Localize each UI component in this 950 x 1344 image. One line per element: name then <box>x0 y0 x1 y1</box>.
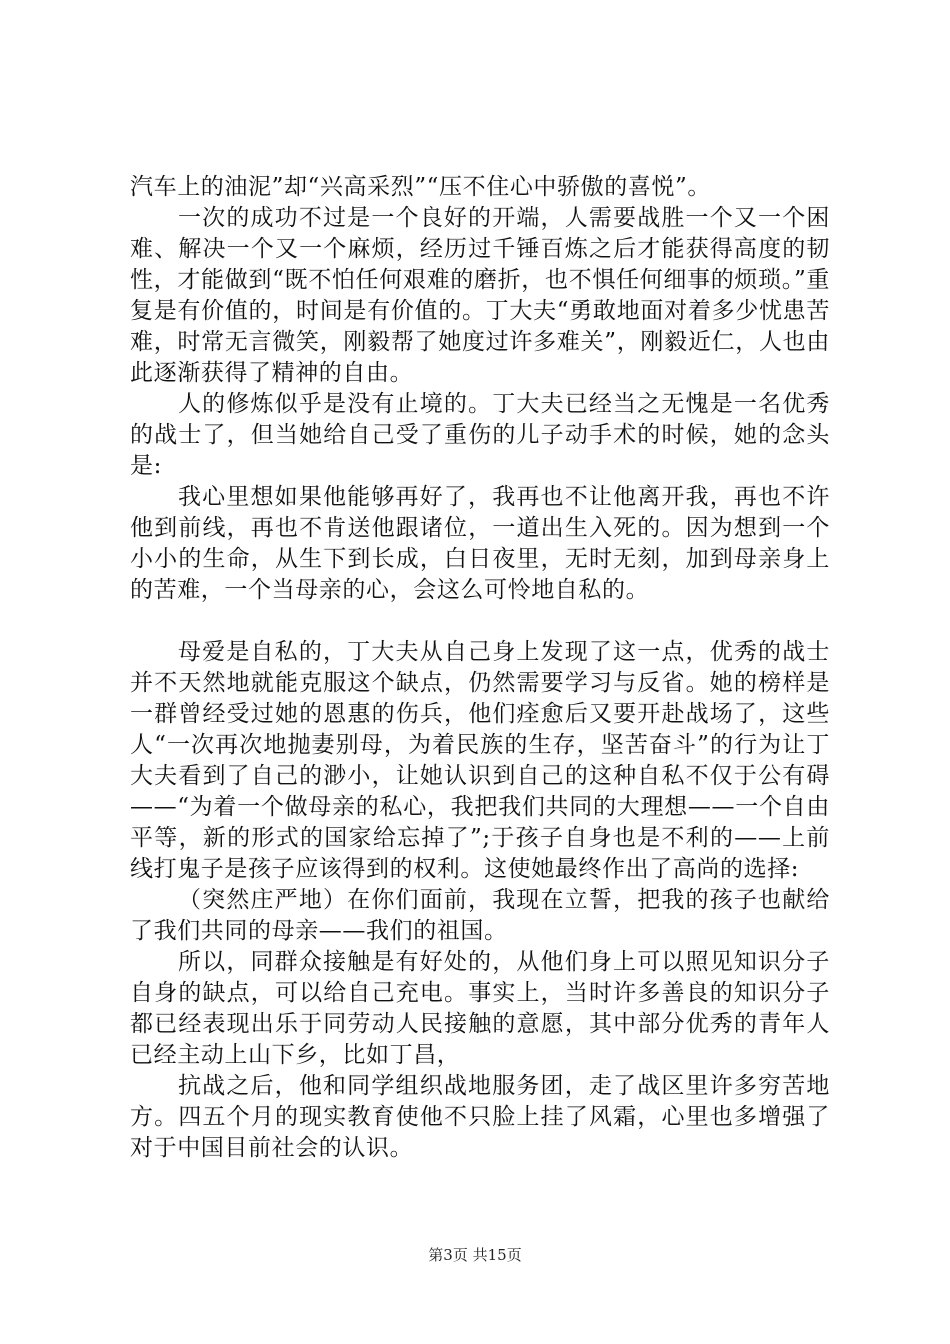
page-number-footer: 第3页 共15页 <box>428 1246 522 1264</box>
paragraph: 所以，同群众接触是有好处的，从他们身上可以照见知识分子自身的缺点，可以给自己充电。事实上，当时许多善良的知识分子都已经表现出乐于同劳动人民接触的意愿，其中部分优秀的青年人已经主动上山下乡，比如丁昌， <box>130 949 830 1068</box>
quoted-paragraph: 我心里想如果他能够再好了，我再也不让他离开我，再也不许他到前线，再也不肯送他跟诸位，一道出生入死的。因为想到一个小小的生命，从生下到长成，白日夜里，无时无刻，加到母亲身上的苦难，一个当母亲的心，会这么可怜地自私的。 <box>130 484 830 603</box>
paragraph: 一次的成功不过是一个良好的开端，人需要战胜一个又一个困难、解决一个又一个麻烦，经历过千锤百炼之后才能获得高度的韧性，才能做到“既不怕任何艰难的磨折，也不惧任何细事的烦琐。”重复是有价值的，时间是有价值的。丁大夫“勇敢地面对着多少忧患苦难，时常无言微笑，刚毅帮了她度过许多难关”，刚毅近仁，人也由此逐渐获得了精神的自由。 <box>130 205 830 386</box>
paragraph-continuation: 汽车上的油泥”却“兴高采烈”“压不住心中骄傲的喜悦”。 <box>130 174 711 200</box>
paragraph: 人的修炼似乎是没有止境的。丁大夫已经当之无愧是一名优秀的战士了，但当她给自己受了重伤的儿子动手术的时候，她的念头是: <box>130 391 830 479</box>
paragraph: 母爱是自私的，丁大夫从自己身上发现了这一点，优秀的战士并不天然地就能克服这个缺点，仍然需要学习与反省。她的榜样是一群曾经受过她的恩惠的伤兵，他们痊愈后又要开赴战场了，这些人“一次再次地抛妻别母，为着民族的生存，坚苦奋斗”的行为让丁大夫看到了自己的渺小，让她认识到自己的这种自私不仅于公有碍——“为着一个做母亲的私心，我把我们共同的大理想——一个自由平等，新的形式的国家给忘掉了”;于孩子自身也是不利的——上前线打鬼子是孩子应该得到的权利。这使她最终作出了高尚的选择: <box>130 639 830 882</box>
quoted-paragraph: 抗战之后，他和同学组织战地服务团，走了战区里许多穷苦地方。四五个月的现实教育使他不只脸上挂了风霜，心里也多增强了对于中国目前社会的认识。 <box>130 1073 830 1161</box>
document-body <box>130 172 830 1164</box>
quoted-paragraph: （突然庄严地）在你们面前，我现在立誓，把我的孩子也献给了我们共同的母亲——我们的祖国。 <box>130 887 830 944</box>
